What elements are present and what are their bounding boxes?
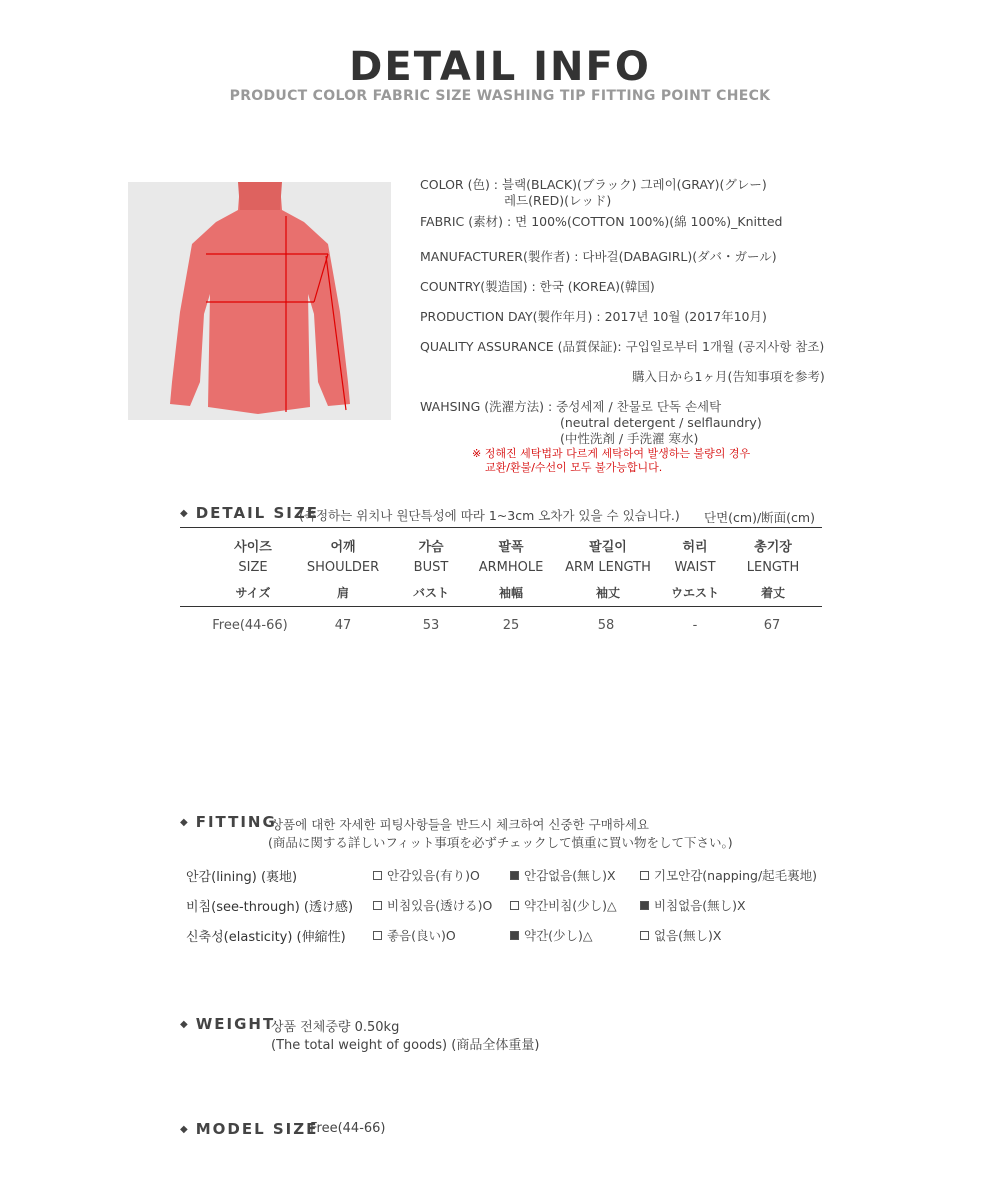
checkbox-icon[interactable] — [373, 931, 382, 940]
checkbox-icon[interactable] — [640, 871, 649, 880]
fitting-note-2: (商品に関する詳しいフィット事項を必ずチェックして慎重に買い物をして下さい。) — [268, 835, 733, 850]
fit-option[interactable]: 안감없음(無し)X — [510, 866, 616, 884]
col-size-en: SIZE — [238, 560, 268, 575]
diamond-bullet-icon: ◆ — [180, 508, 190, 519]
weight-note: (The total weight of goods) (商品全体重量) — [271, 1038, 540, 1053]
value-size: Free(44-66) — [212, 618, 288, 633]
col-armhole-en: ARMHOLE — [478, 560, 544, 575]
washing-info: WAHSING (洗濯方法) : 중성세제 / 찬물로 단독 손세탁 — [420, 399, 722, 414]
detail-size-note: (측정하는 위치나 원단특성에 따라 1~3cm 오차가 있을 수 있습니다.) — [299, 508, 680, 523]
warning-text-2: 교환/환불/수선이 모두 불가능합니다. — [485, 461, 663, 474]
color-info: COLOR (色) : 블랙(BLACK)(ブラック) 그레이(GRAY)(グレー) — [420, 177, 767, 192]
value-shoulder: 47 — [334, 618, 352, 633]
col-length-jp: 着丈 — [760, 586, 785, 600]
col-armhole-jp: 袖幅 — [498, 586, 523, 600]
fit-option[interactable]: 없음(無し)X — [640, 926, 721, 944]
checkbox-checked-icon[interactable] — [640, 901, 649, 910]
col-bust-jp: バスト — [412, 586, 449, 600]
table-top-border — [180, 527, 822, 528]
fit-option[interactable]: 좋음(良い)O — [373, 926, 456, 944]
table-row — [180, 618, 822, 638]
col-shoulder-en: SHOULDER — [306, 560, 380, 575]
production-info: PRODUCTION DAY(製作年月) : 2017년 10월 (2017年10月) — [420, 309, 767, 324]
color-info-2: 레드(RED)(レッド) — [504, 193, 612, 208]
fit-option[interactable]: 비침있음(透ける)O — [373, 896, 492, 914]
col-waist-jp: ウエスト — [670, 586, 719, 600]
model-size-heading: ◆ MODEL SIZE — [180, 1120, 319, 1138]
size-table — [180, 536, 822, 626]
col-bust-ko: 가슴 — [418, 540, 444, 555]
col-size-ko: 사이즈 — [234, 540, 272, 555]
value-armlength: 58 — [597, 618, 615, 633]
fabric-info: FABRIC (素材) : 면 100%(COTTON 100%)(綿 100%)_Knitted — [420, 214, 783, 229]
value-bust: 53 — [422, 618, 440, 633]
col-armhole-ko: 팔폭 — [498, 540, 524, 555]
checkbox-icon[interactable] — [510, 901, 519, 910]
diamond-bullet-icon: ◆ — [180, 817, 190, 828]
fit-row-seethrough-label: 비침(see-through) (透け感) — [186, 900, 354, 915]
col-size-jp: サイズ — [235, 586, 271, 600]
col-armlength-ko: 팔길이 — [589, 540, 627, 555]
sweater-shape — [170, 184, 350, 414]
manufacturer-info: MANUFACTURER(製作者) : 다바걸(DABAGIRL)(ダバ・ガール) — [420, 249, 777, 264]
detail-size-heading: ◆ DETAIL SIZE — [180, 504, 319, 522]
page-title: DETAIL INFO — [349, 44, 651, 90]
unit-label: 단면(cm)/断面(cm) — [704, 510, 815, 525]
col-length-en: LENGTH — [746, 560, 800, 575]
warning-text-1: ※ 정해진 세탁법과 다르게 세탁하여 발생하는 불량의 경우 — [472, 447, 751, 460]
washing-info-2: (neutral detergent / selflaundry) — [560, 415, 762, 430]
quality-info-2: 購入日から1ヶ月(告知事項を参考) — [632, 369, 825, 384]
fitting-note-1: 상품에 대한 자세한 피팅사항들을 반드시 체크하여 신중한 구매하세요 — [271, 817, 649, 832]
col-length-ko: 총기장 — [754, 540, 792, 555]
country-info: COUNTRY(製造国) : 한국 (KOREA)(韓国) — [420, 279, 655, 294]
model-size-value: Free(44-66) — [310, 1121, 386, 1136]
weight-heading: ◆ WEIGHT — [180, 1015, 276, 1033]
washing-info-3: (中性洗剤 / 手洗濯 寒水) — [560, 431, 699, 446]
checkbox-icon[interactable] — [373, 871, 382, 880]
page-subtitle: PRODUCT COLOR FABRIC SIZE WASHING TIP FITTING POINT CHECK — [229, 88, 771, 104]
product-image — [128, 182, 391, 420]
checkbox-checked-icon[interactable] — [510, 871, 519, 880]
table-header-border — [180, 606, 822, 607]
checkbox-icon[interactable] — [640, 931, 649, 940]
diamond-bullet-icon: ◆ — [180, 1124, 190, 1135]
checkbox-icon[interactable] — [373, 901, 382, 910]
fit-option[interactable]: 약간(少し)△ — [510, 926, 593, 944]
col-armlength-en: ARM LENGTH — [565, 560, 651, 575]
fitting-heading: ◆ FITTING — [180, 813, 277, 831]
col-shoulder-ko: 어깨 — [330, 540, 356, 555]
col-shoulder-jp: 肩 — [336, 586, 349, 600]
col-waist-en: WAIST — [674, 560, 716, 575]
fit-row-elasticity-label: 신축성(elasticity) (伸縮性) — [186, 930, 346, 945]
fit-option[interactable]: 기모안감(napping/起毛裏地) — [640, 866, 817, 884]
fit-row-lining-label: 안감(lining) (裏地) — [186, 870, 298, 885]
weight-value: 상품 전체중량 0.50kg — [271, 1020, 400, 1035]
checkbox-checked-icon[interactable] — [510, 931, 519, 940]
fit-option[interactable]: 안감있음(有り)O — [373, 866, 480, 884]
quality-info: QUALITY ASSURANCE (品質保証): 구입일로부터 1개월 (공지사항 참조) — [420, 339, 825, 354]
value-waist: - — [692, 618, 698, 633]
col-bust-en: BUST — [413, 560, 449, 575]
fit-option[interactable]: 약간비침(少し)△ — [510, 896, 617, 914]
sweater-illustration — [128, 182, 391, 420]
diamond-bullet-icon: ◆ — [180, 1019, 190, 1030]
col-waist-ko: 허리 — [682, 540, 708, 555]
col-armlength-jp: 袖丈 — [595, 586, 620, 600]
value-length: 67 — [763, 618, 781, 633]
value-armhole: 25 — [502, 618, 520, 633]
fit-option[interactable]: 비침없음(無し)X — [640, 896, 746, 914]
sweater-collar — [238, 182, 282, 210]
